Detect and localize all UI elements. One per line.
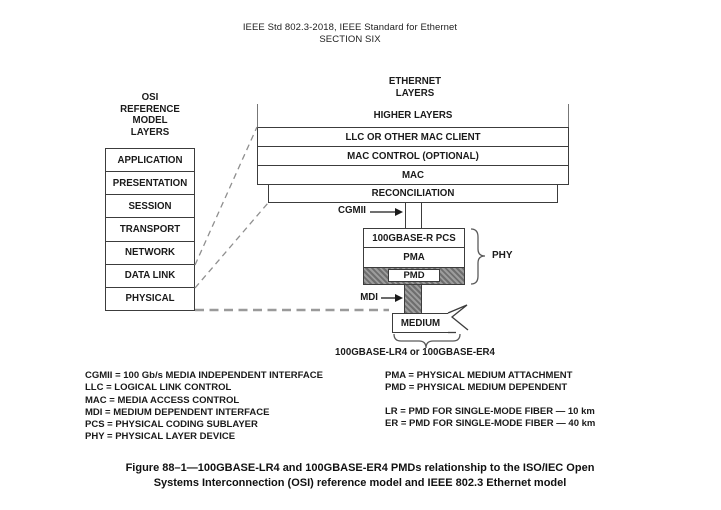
- legend-pcs: PCS = PHYSICAL CODING SUBLAYER: [85, 419, 258, 431]
- osi-layer-network: NETWORK: [105, 242, 195, 265]
- figure-caption-line2: Systems Interconnection (OSI) reference model and IEEE 802.3 Ethernet model: [153, 477, 567, 489]
- osi-title-line: LAYERS: [130, 126, 170, 138]
- osi-layer-physical: PHYSICAL: [105, 288, 195, 311]
- phy-sublayer-pmd-band: [364, 268, 464, 284]
- legend-right-bottom: [385, 406, 595, 431]
- page-header-line2: SECTION SIX: [319, 33, 381, 45]
- pmd-variants-label: 100GBASE-LR4 or 100GBASE-ER4: [335, 347, 495, 358]
- figure-caption-line1: Figure 88–1—100GBASE-LR4 and 100GBASE-ER4 PMDs relationship to the ISO/IEC Open: [125, 462, 595, 474]
- phy-sublayer-pmd: PMD: [388, 269, 440, 282]
- legend-cgmii: CGMII = 100 Gb/s MEDIA INDEPENDENT INTERFACE: [85, 370, 323, 381]
- mdi-connector: [404, 285, 422, 313]
- ethernet-layer-mac-control: MAC CONTROL (OPTIONAL): [257, 147, 569, 166]
- reconciliation-box: RECONCILIATION: [268, 184, 558, 203]
- mdi-label: MDI: [360, 292, 378, 303]
- figure-caption: [60, 461, 660, 491]
- medium-break-icon: [448, 305, 468, 333]
- medium-box: MEDIUM: [392, 313, 448, 333]
- legend-lr: LR = PMD FOR SINGLE-MODE FIBER — 10 km: [385, 406, 595, 417]
- cgmii-connector: [405, 203, 422, 228]
- osi-title-line: MODEL: [132, 115, 168, 126]
- phy-brace-icon: [471, 229, 485, 284]
- legend-pmd: PMD = PHYSICAL MEDIUM DEPENDENT: [385, 382, 568, 394]
- cgmii-arrow-icon: [370, 208, 403, 216]
- osi-layer-transport: TRANSPORT: [105, 218, 195, 241]
- phy-sublayer-pma: PMA: [364, 248, 464, 268]
- legend-phy: PHY = PHYSICAL LAYER DEVICE: [85, 431, 236, 443]
- legend-pma: PMA = PHYSICAL MEDIUM ATTACHMENT: [385, 370, 573, 381]
- ethernet-higher-layers: HIGHER LAYERS: [257, 104, 569, 127]
- osi-title-line: OSI: [141, 92, 159, 103]
- osi-stack: [105, 148, 195, 311]
- osi-mapping-line-lower-icon: [195, 203, 268, 288]
- phy-brace-label: PHY: [492, 250, 513, 261]
- phy-sublayer-stack: [363, 228, 465, 285]
- legend-mac: MAC = MEDIA ACCESS CONTROL: [85, 394, 240, 406]
- osi-layer-application: APPLICATION: [105, 148, 195, 172]
- ethernet-stack: [257, 127, 569, 185]
- ethernet-title-line: ETHERNET: [388, 76, 442, 87]
- osi-title-line: REFERENCE: [120, 103, 180, 115]
- osi-layer-session: SESSION: [105, 195, 195, 218]
- legend-right-top: [385, 370, 572, 395]
- ethernet-layer-mac: MAC: [257, 166, 569, 185]
- ethernet-title-line: LAYERS: [395, 87, 435, 99]
- legend-llc: LLC = LOGICAL LINK CONTROL: [85, 382, 232, 394]
- osi-layer-data-link: DATA LINK: [105, 265, 195, 288]
- mdi-arrow-icon: [381, 294, 403, 302]
- legend-er: ER = PMD FOR SINGLE-MODE FIBER — 40 km: [385, 418, 596, 430]
- phy-sublayer-pcs: 100GBASE-R PCS: [364, 229, 464, 248]
- page-header-line1: IEEE Std 802.3-2018, IEEE Standard for Ethernet: [242, 22, 458, 33]
- cgmii-label: CGMII: [338, 205, 366, 216]
- osi-title: [98, 92, 202, 138]
- ethernet-title: [363, 76, 467, 99]
- legend-mdi: MDI = MEDIUM DEPENDENT INTERFACE: [85, 406, 270, 418]
- ethernet-layer-llc: LLC OR OTHER MAC CLIENT: [257, 127, 569, 147]
- page-header: [125, 22, 575, 45]
- legend-left: [85, 370, 323, 444]
- osi-layer-presentation: PRESENTATION: [105, 172, 195, 195]
- osi-mapping-line-upper-icon: [195, 127, 257, 265]
- variants-brace-icon: [394, 334, 460, 348]
